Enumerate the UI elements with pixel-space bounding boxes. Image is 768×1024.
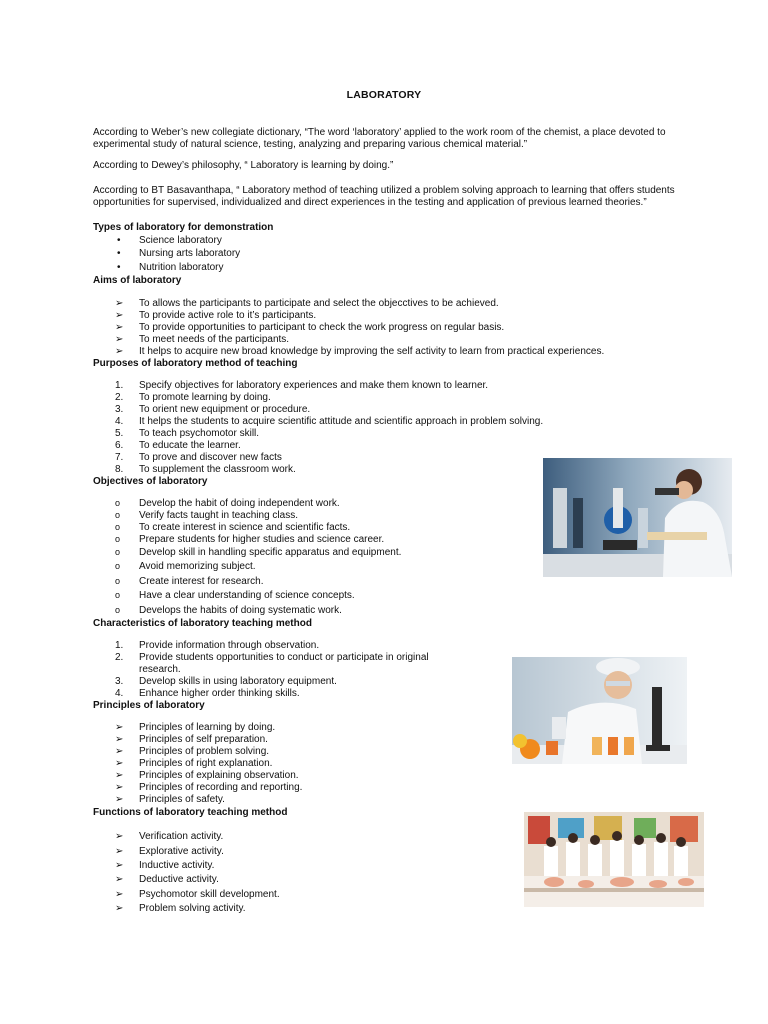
list-item: Develop skills in using laboratory equipment. — [139, 676, 337, 687]
list-item: Principles of learning by doing. — [139, 722, 276, 733]
heading-types: Types of laboratory for demonstration — [93, 222, 274, 233]
list-item: Nutrition laboratory — [139, 262, 224, 273]
arrow-marker: ➢ — [115, 334, 124, 345]
number-marker: 6. — [115, 440, 124, 451]
heading-functions: Functions of laboratory teaching method — [93, 807, 288, 818]
intro-dewey: According to Dewey’s philosophy, “ Laboratory is learning by doing.” — [93, 160, 394, 171]
circle-marker: o — [115, 561, 121, 571]
bullet-marker: • — [117, 262, 121, 273]
list-item: Psychomotor skill development. — [139, 889, 280, 900]
bullet-marker: • — [117, 248, 121, 259]
arrow-marker: ➢ — [115, 310, 124, 321]
list-item: Create interest for research. — [139, 576, 264, 587]
list-item: To supplement the classroom work. — [139, 464, 296, 475]
number-marker: 5. — [115, 428, 124, 439]
arrow-marker: ➢ — [115, 782, 124, 793]
arrow-marker: ➢ — [115, 298, 124, 309]
circle-marker: o — [115, 605, 121, 615]
list-item: To create interest in science and scientific facts. — [139, 522, 351, 533]
arrow-marker: ➢ — [115, 794, 124, 805]
arrow-marker: ➢ — [115, 889, 124, 900]
list-item: To meet needs of the participants. — [139, 334, 290, 345]
heading-characteristics: Characteristics of laboratory teaching method — [93, 618, 312, 629]
list-item: Develops the habits of doing systematic work. — [139, 605, 342, 616]
number-marker: 2. — [115, 652, 124, 663]
number-marker: 1. — [115, 380, 124, 391]
heading-principles: Principles of laboratory — [93, 700, 205, 711]
list-item: Specify objectives for laboratory experiences and make them known to learner. — [139, 380, 489, 391]
list-item: Science laboratory — [139, 235, 222, 246]
list-item: Inductive activity. — [139, 860, 215, 871]
list-item: To orient new equipment or procedure. — [139, 404, 311, 415]
arrow-marker: ➢ — [115, 746, 124, 757]
circle-marker: o — [115, 498, 121, 508]
arrow-marker: ➢ — [115, 346, 124, 357]
circle-marker: o — [115, 576, 121, 586]
circle-marker: o — [115, 534, 121, 544]
list-item: Prepare students for higher studies and science career. — [139, 534, 385, 545]
intro-weber: According to Weber’s new collegiate dictionary, “The word ‘laboratory’ applied to the work room of the chemist, a place devoted to experimental study of natural science, testing, analyzing and preparing various chemical material.” — [93, 127, 666, 150]
number-marker: 3. — [115, 676, 124, 687]
number-marker: 3. — [115, 404, 124, 415]
arrow-marker: ➢ — [115, 734, 124, 745]
circle-marker: o — [115, 510, 121, 520]
arrow-marker: ➢ — [115, 903, 124, 914]
list-item: Develop skill in handling specific apparatus and equipment. — [139, 547, 402, 558]
list-item: Principles of self preparation. — [139, 734, 268, 745]
list-item: Enhance higher order thinking skills. — [139, 688, 300, 699]
bullet-marker: • — [117, 235, 121, 246]
arrow-marker: ➢ — [115, 722, 124, 733]
arrow-marker: ➢ — [115, 770, 124, 781]
list-item: Principles of explaining observation. — [139, 770, 299, 781]
scientist-pipette-photo — [512, 657, 687, 764]
scientist-pipette-image — [512, 657, 687, 764]
list-item: Explorative activity. — [139, 846, 224, 857]
number-marker: 4. — [115, 688, 124, 699]
arrow-marker: ➢ — [115, 831, 124, 842]
list-item: Nursing arts laboratory — [139, 248, 241, 259]
list-item: Verification activity. — [139, 831, 224, 842]
number-marker: 4. — [115, 416, 124, 427]
number-marker: 7. — [115, 452, 124, 463]
list-item: Provide information through observation. — [139, 640, 320, 651]
list-item: Principles of problem solving. — [139, 746, 270, 757]
intro-basavanthapa: According to BT Basavanthapa, “ Laboratory method of teaching utilized a problem solving approach to learning that offers students opportunities for supervised, individualized and direct experiences in the testing and application of previous learned theories.” — [93, 185, 675, 208]
list-item: To promote learning by doing. — [139, 392, 271, 403]
heading-aims: Aims of laboratory — [93, 275, 182, 286]
microscope-lab-image — [543, 458, 732, 577]
page-title: LABORATORY — [346, 89, 422, 101]
list-item: Have a clear understanding of science concepts. — [139, 590, 355, 601]
list-item: Principles of right explanation. — [139, 758, 273, 769]
arrow-marker: ➢ — [115, 758, 124, 769]
list-item: To teach psychomotor skill. — [139, 428, 260, 439]
list-item: Principles of recording and reporting. — [139, 782, 303, 793]
list-item: To provide opportunities to participant to check the work progress on regular basis. — [139, 322, 505, 333]
list-item: Problem solving activity. — [139, 903, 246, 914]
microscope-lab-photo — [543, 458, 732, 577]
heading-purposes: Purposes of laboratory method of teaching — [93, 358, 298, 369]
number-marker: 2. — [115, 392, 124, 403]
list-item: To provide active role to it’s participants. — [139, 310, 317, 321]
list-item: It helps the students to acquire scientific attitude and scientific approach in problem solving. — [139, 416, 544, 427]
list-item: Provide students opportunities to conduct or participate in original research. — [139, 652, 429, 675]
list-item: Deductive activity. — [139, 874, 219, 885]
students-lab-image — [524, 812, 704, 907]
list-item: Principles of safety. — [139, 794, 225, 805]
number-marker: 8. — [115, 464, 124, 475]
circle-marker: o — [115, 547, 121, 557]
circle-marker: o — [115, 522, 121, 532]
list-item: Verify facts taught in teaching class. — [139, 510, 298, 521]
number-marker: 1. — [115, 640, 124, 651]
arrow-marker: ➢ — [115, 860, 124, 871]
circle-marker: o — [115, 590, 121, 600]
arrow-marker: ➢ — [115, 874, 124, 885]
list-item: To educate the learner. — [139, 440, 241, 451]
students-lab-photo — [524, 812, 704, 907]
heading-objectives: Objectives of laboratory — [93, 476, 208, 487]
list-item: To allows the participants to participate and select the objecctives to be achieved. — [139, 298, 499, 309]
list-item: To prove and discover new facts — [139, 452, 282, 463]
list-item: Develop the habit of doing independent work. — [139, 498, 340, 509]
arrow-marker: ➢ — [115, 846, 124, 857]
list-item: Avoid memorizing subject. — [139, 561, 256, 572]
list-item: It helps to acquire new broad knowledge by improving the self activity to learn from practical experiences. — [139, 346, 605, 357]
arrow-marker: ➢ — [115, 322, 124, 333]
